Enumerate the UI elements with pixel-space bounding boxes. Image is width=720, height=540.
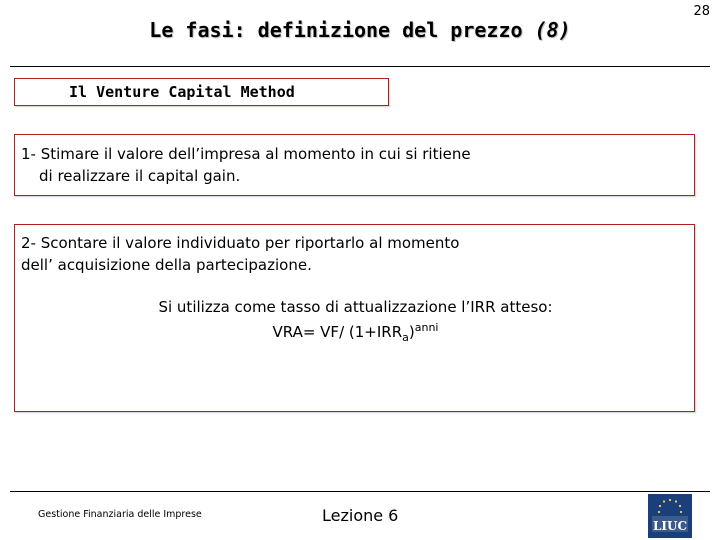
- footer-divider: [10, 491, 710, 492]
- formula-subscript: a: [402, 331, 409, 344]
- method-label-box: [14, 78, 389, 106]
- footer-lesson: Lezione 6: [322, 506, 399, 525]
- page-number: 28: [693, 4, 710, 19]
- slide-title: [100, 18, 620, 42]
- step-1-line-1: 1- Stimare il valore dell’impresa al momento in cui si ritiene: [21, 145, 471, 163]
- irr-note: Si utilizza come tasso di attualizzazione l’IRR atteso:: [158, 298, 553, 316]
- slide-title-number: (8): [534, 18, 571, 42]
- logo-lettering: LIUC: [652, 519, 688, 533]
- liuc-logo: [648, 494, 692, 538]
- formula-close: ): [408, 323, 415, 341]
- formula-superscript: anni: [414, 321, 439, 334]
- step-2-box: [14, 224, 695, 412]
- vra-formula: [15, 321, 696, 344]
- slide-title-main: Le fasi: definizione del prezzo: [149, 18, 535, 42]
- title-divider: [10, 66, 710, 67]
- formula-main: VRA= VF/ (1+IRR: [272, 323, 403, 341]
- step-1-box: [14, 134, 695, 196]
- step-2-line-2: dell’ acquisizione della partecipazione.: [21, 256, 312, 274]
- step-2-line-1: 2- Scontare il valore individuato per riportarlo al momento: [21, 234, 460, 252]
- footer-course: Gestione Finanziaria delle Imprese: [38, 509, 202, 520]
- method-label: Il Venture Capital Method: [69, 83, 295, 101]
- step-1-line-2: di realizzare il capital gain.: [39, 167, 241, 185]
